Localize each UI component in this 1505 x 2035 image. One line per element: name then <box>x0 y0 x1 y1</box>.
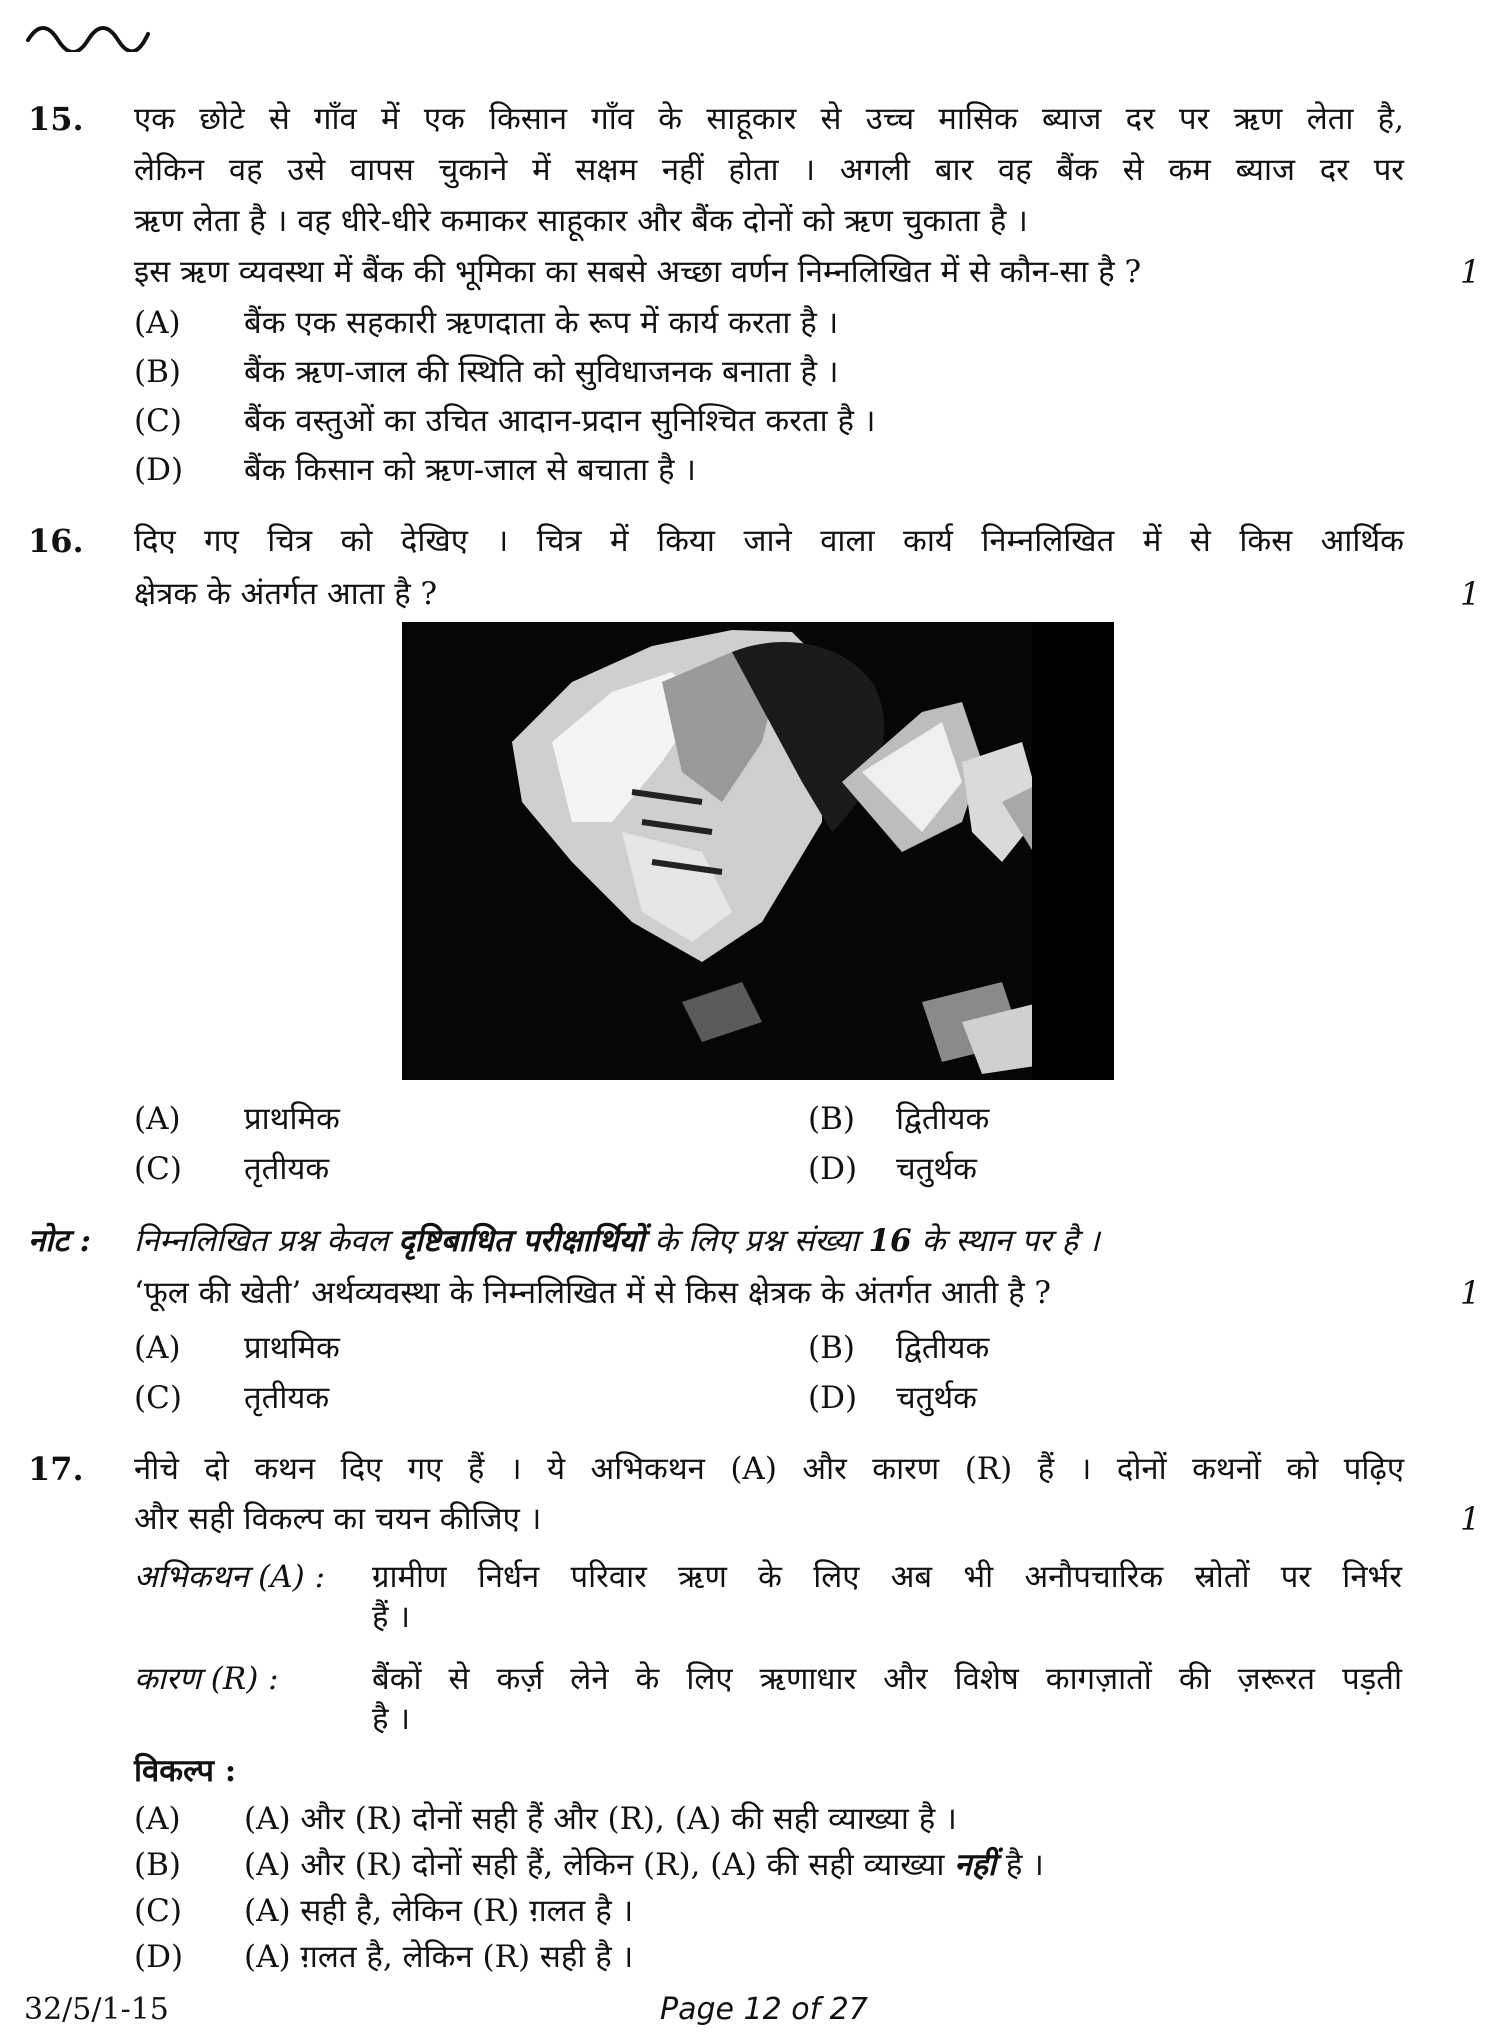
option-text: (A) और (R) दोनों सही हैं और (R), (A) की सही व्याख्या है । <box>244 1801 957 1837</box>
option-text: द्वितीयक <box>896 1330 990 1366</box>
option-text: तृतीयक <box>244 1380 330 1416</box>
option-text: प्राथमिक <box>244 1330 340 1366</box>
option-label: (B) <box>808 1330 855 1366</box>
option-text: तृतीयक <box>244 1151 330 1187</box>
note-text <box>134 1216 1100 1267</box>
marks: 1 <box>1460 253 1481 291</box>
note-question: ‘फूल की खेती’ अर्थव्यवस्था के निम्नलिखित में से किस क्षेत्रक के अंतर्गत आती है ? <box>134 1275 1052 1311</box>
marks: 1 <box>1460 575 1481 613</box>
option-text: चतुर्थक <box>896 1151 977 1187</box>
option-text-part: है । <box>1005 1847 1044 1883</box>
note-text-bold: दृष्टिबाधित परीक्षार्थियों <box>398 1223 645 1259</box>
option-text: बैंक किसान को ऋण-जाल से बचाता है । <box>244 452 697 488</box>
note-label: नोट : <box>28 1223 92 1259</box>
question-text-line: और सही विकल्प का चयन कीजिए । <box>134 1501 542 1537</box>
option-label: (B) <box>134 1847 181 1883</box>
reason-label: कारण (R) : <box>134 1661 279 1697</box>
option-text: चतुर्थक <box>896 1380 977 1416</box>
option-label: (B) <box>134 354 181 390</box>
question-text-line: ऋण लेता है । वह धीरे-धीरे कमाकर साहूकार और बैंक दोनों को ऋण चुकाता है । <box>134 203 1028 239</box>
question-text-line: नीचे दो कथन दिए गए हैं । ये अभिकथन (A) और कारण (R) हैं । दोनों कथनों को पढ़िए <box>134 1451 1404 1487</box>
question-number: 16. <box>28 522 84 560</box>
assertion-text-line: ग्रामीण निर्धन परिवार ऋण के लिए अब भी अनौपचारिक स्रोतों पर निर्भर <box>372 1559 1402 1595</box>
option-text <box>244 1840 1044 1891</box>
marks: 1 <box>1460 1274 1481 1312</box>
assertion-text-line: हैं । <box>372 1599 411 1635</box>
option-label: (D) <box>808 1380 858 1416</box>
squiggle-ornament <box>24 18 154 52</box>
option-text: बैंक ऋण-जाल की स्थिति को सुविधाजनक बनाता है । <box>244 354 839 390</box>
option-text-part: (A) और (R) दोनों सही हैं, लेकिन (R), (A) की सही व्याख्या <box>244 1847 945 1883</box>
marks: 1 <box>1460 1500 1481 1538</box>
option-label: (D) <box>134 1939 184 1975</box>
worker-photo-drawing <box>402 622 1114 1080</box>
option-label: (A) <box>134 1330 181 1366</box>
option-text: बैंक एक सहकारी ऋणदाता के रूप में कार्य करता है । <box>244 305 839 341</box>
page-number: Page 12 of 27 <box>660 1992 868 2027</box>
assertion-label: अभिकथन (A) : <box>134 1559 326 1595</box>
option-label: (C) <box>134 1380 182 1416</box>
note-question-number: 16 <box>868 1223 912 1259</box>
option-label: (A) <box>134 1801 181 1837</box>
option-text-emphasis: नहीं <box>954 1847 996 1883</box>
note-text-part: के लिए प्रश्न संख्या <box>654 1223 859 1259</box>
option-label: (C) <box>134 1893 182 1929</box>
option-label: (C) <box>134 1151 182 1187</box>
option-label: (D) <box>134 452 184 488</box>
reason-text-line: बैंकों से कर्ज़ लेने के लिए ऋणाधार और विशेष कागज़ातों की ज़रूरत पड़ती <box>372 1661 1402 1697</box>
worker-photo <box>402 622 1114 1080</box>
question-text-line: दिए गए चित्र को देखिए । चित्र में किया जाने वाला कार्य निम्नलिखित में से किस आर्थिक <box>134 523 1404 559</box>
option-label: (D) <box>808 1151 858 1187</box>
option-text: द्वितीयक <box>896 1101 990 1137</box>
option-label: (C) <box>134 403 182 439</box>
question-text-line: क्षेत्रक के अंतर्गत आता है ? <box>134 576 438 612</box>
option-label: (B) <box>808 1101 855 1137</box>
question-text-line: लेकिन वह उसे वापस चुकाने में सक्षम नहीं होता । अगली बार वह बैंक से कम ब्याज दर पर <box>134 152 1404 188</box>
note-text-part: निम्नलिखित प्रश्न केवल <box>134 1223 389 1259</box>
question-number: 15. <box>28 100 84 138</box>
note-text-part: के स्थान पर है । <box>921 1223 1100 1259</box>
option-text: बैंक वस्तुओं का उचित आदान-प्रदान सुनिश्चित करता है । <box>244 403 876 439</box>
question-text-line: इस ऋण व्यवस्था में बैंक की भूमिका का सबसे अच्छा वर्णन निम्नलिखित में से कौन-सा है ? <box>134 254 1142 290</box>
paper-code: 32/5/1-15 <box>24 1992 169 2027</box>
option-label: (A) <box>134 1101 181 1137</box>
options-heading: विकल्प : <box>134 1753 237 1789</box>
question-text-line: एक छोटे से गाँव में एक किसान गाँव के साहूकार से उच्च मासिक ब्याज दर पर ऋण लेता है, <box>134 101 1404 137</box>
option-text: प्राथमिक <box>244 1101 340 1137</box>
reason-text-line: है । <box>372 1701 411 1737</box>
question-number: 17. <box>28 1450 84 1488</box>
option-text: (A) ग़लत है, लेकिन (R) सही है । <box>244 1939 634 1975</box>
option-text: (A) सही है, लेकिन (R) ग़लत है । <box>244 1893 634 1929</box>
option-label: (A) <box>134 305 181 341</box>
